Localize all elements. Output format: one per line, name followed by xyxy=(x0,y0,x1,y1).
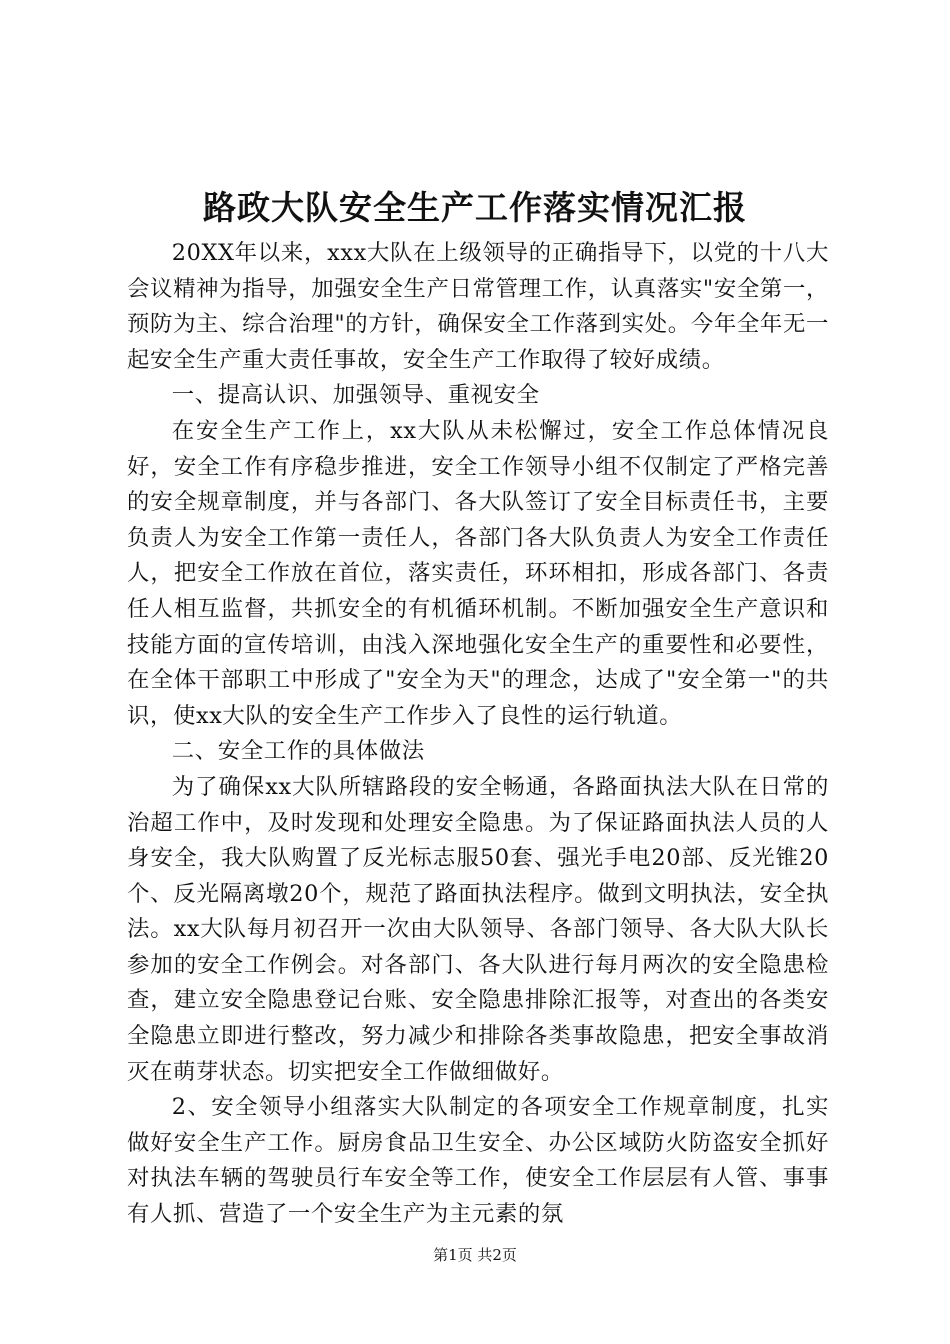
page-footer: 第1页 共2页 xyxy=(433,1246,517,1264)
section-heading-1: 一、提高认识、加强领导、重视安全 xyxy=(171,382,540,409)
intro-paragraph: 20XX年以来，xxx大队在上级领导的正确指导下，以党的十八大会议精神为指导，加强安全生产日常管理工作，认真落实"安全第一，预防为主、综合治理"的方针，确保安全工作落到实处。今年全年无一起安全生产重大责任事故，安全生产工作取得了较好成绩。 xyxy=(127,240,829,373)
document-body xyxy=(127,236,829,1233)
section-2-item-2-paragraph: 2、安全领导小组落实大队制定的各项安全工作规章制度，扎实做好安全生产工作。厨房食品卫生安全、办公区域防火防盗安全抓好对执法车辆的驾驶员行车安全等工作，使安全工作层层有人管、事事有人抓、营造了一个安全生产为主元素的氛 xyxy=(127,1094,829,1228)
section-heading-2: 二、安全工作的具体做法 xyxy=(171,738,425,765)
document-title: 路政大队安全生产工作落实情况汇报 xyxy=(203,188,747,227)
section-2-paragraph: 为了确保xx大队所辖路段的安全畅通，各路面执法大队在日常的治超工作中，及时发现和处理安全隐患。为了保证路面执法人员的人身安全，我大队购置了反光标志服50套、强光手电20部、反光锥20个、反光隔离墩20个，规范了路面执法程序。做到文明执法，安全执法。xx大队每月初召开一次由大队领导、各部门领导、各大队大队长参加的安全工作例会。对各部门、各大队进行每月两次的安全隐患检查，建立安全隐患登记台账、安全隐患排除汇报等，对查出的各类安全隐患立即进行整改，努力减少和排除各类事故隐患，把安全事故消灭在萌芽状态。切实把安全工作做细做好。 xyxy=(127,773,829,1085)
section-1-paragraph: 在安全生产工作上，xx大队从未松懈过，安全工作总体情况良好，安全工作有序稳步推进，安全工作领导小组不仅制定了严格完善的安全规章制度，并与各部门、各大队签订了安全目标责任书，主要负责人为安全工作第一责任人，各部门各大队负责人为安全工作责任人，把安全工作放在首位，落实责任，环环相扣，形成各部门、各责任人相互监督，共抓安全的有机循环机制。不断加强安全生产意识和技能方面的宣传培训，由浅入深地强化安全生产的重要性和必要性，在全体干部职工中形成了"安全为天"的理念，达成了"安全第一"的共识，使xx大队的安全生产工作步入了良性的运行轨道。 xyxy=(127,417,829,729)
